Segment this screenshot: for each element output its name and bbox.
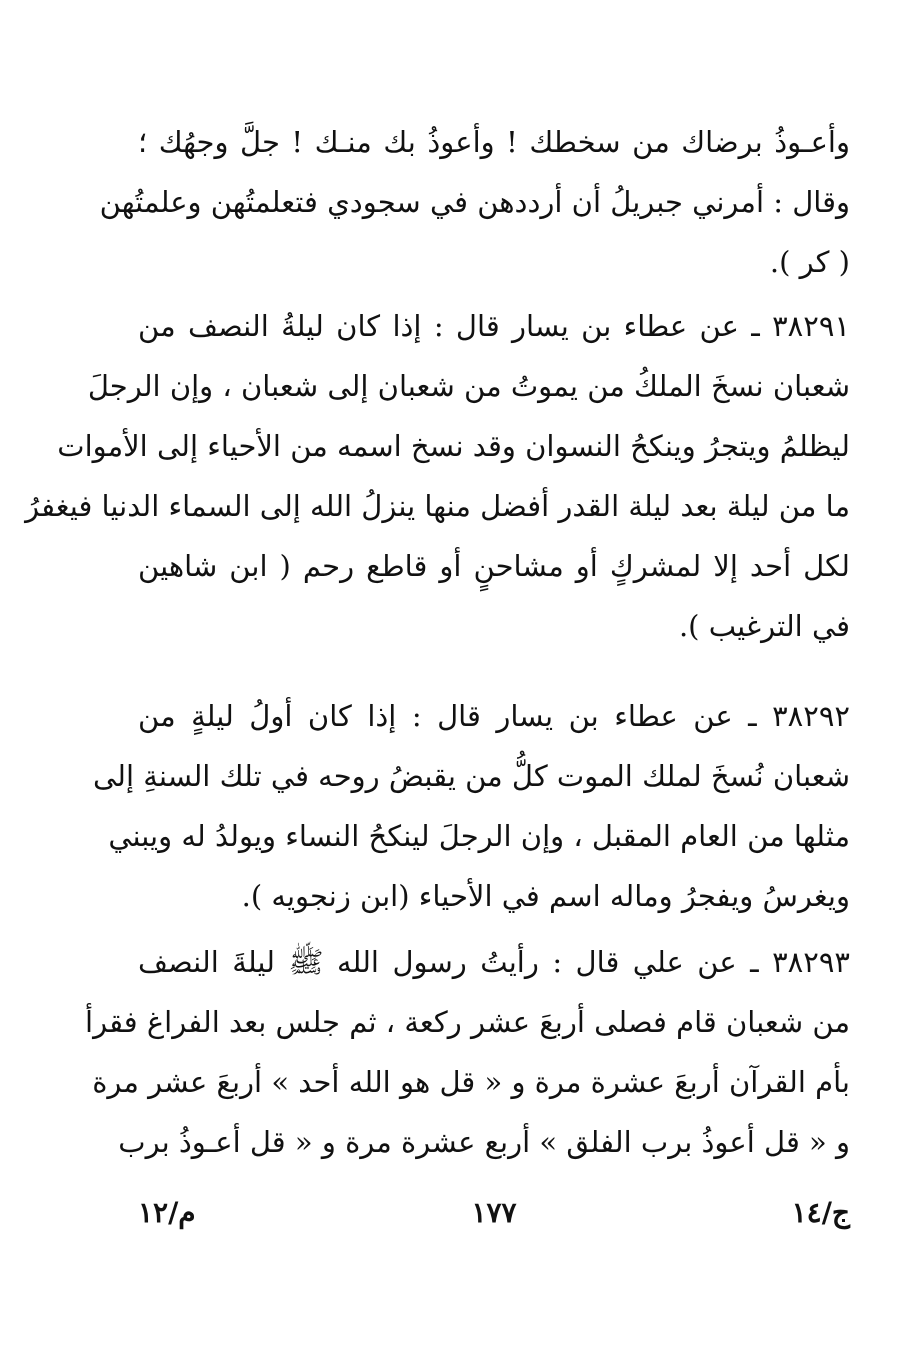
text-line: شعبان نُسخَ لملك الموت كلُّ من يقبضُ روحه في تلك السنةِ إلى <box>93 759 850 793</box>
text-line: مثلها من العام المقبل ، وإن الرجلَ لينكحُ النساء ويولدُ له ويبني <box>108 819 850 853</box>
text-line: في الترغيب ). <box>678 609 850 643</box>
text-line: ليظلمُ ويتجرُ وينكحُ النسوان وقد نسخ اسمه من الأحياء إلى الأموات <box>57 429 850 463</box>
hadith-38293 <box>85 932 850 1172</box>
text-line: ( كر ). <box>769 245 850 279</box>
paragraph-continuation <box>99 112 850 292</box>
text-line: من شعبان قام فصلى أربعَ عشر ركعة ، ثم جلس بعد الفراغ فقرأ <box>85 1005 850 1039</box>
text-line: و « قل أعوذُ برب الفلق » أربع عشرة مرة و « قل أعـوذُ برب <box>118 1125 850 1159</box>
text-line: ٣٨٢٩٣ ـ عن علي قال : رأيتُ رسول الله ﷺ ليلةَ النصف <box>138 945 850 979</box>
hadith-38292 <box>93 686 850 926</box>
text-line: لكل أحد إلا لمشركٍ أو مشاحنٍ أو قاطع رحم ( ابن شاهين <box>138 549 850 583</box>
volume-label: ج/١٤ <box>791 1196 850 1229</box>
text-line: ٣٨٢٩٢ ـ عن عطاء بن يسار قال : إذا كان أولُ ليلةٍ من <box>138 699 850 733</box>
page-number: ١٧٧ <box>471 1196 517 1229</box>
page-footer <box>138 1196 850 1246</box>
signature-mark: م/١٢ <box>138 1196 196 1229</box>
text-line: وقال : أمرني جبريلُ أن أرددهن في سجودي فتعلمتُهن وعلمتُهن <box>99 185 850 219</box>
text-line: شعبان نسخَ الملكُ من يموتُ من شعبان إلى شعبان ، وإن الرجلَ <box>87 369 850 403</box>
hadith-38291 <box>25 296 850 656</box>
text-line: ويغرسُ ويفجرُ وماله اسم في الأحياء (ابن زنجويه ). <box>241 879 850 913</box>
text-line: بأم القرآن أربعَ عشرة مرة و « قل هو الله أحد » أربعَ عشر مرة <box>92 1065 850 1099</box>
text-line: وأعـوذُ برضاك من سخطك ! وأعوذُ بك منـك ! جلَّ وجهُك ؛ <box>138 125 850 159</box>
text-line: ٣٨٢٩١ ـ عن عطاء بن يسار قال : إذا كان ليلةُ النصف من <box>138 309 850 343</box>
text-line: ما من ليلة بعد ليلة القدر أفضل منها ينزلُ الله إلى السماء الدنيا فيغفرُ <box>25 489 850 523</box>
